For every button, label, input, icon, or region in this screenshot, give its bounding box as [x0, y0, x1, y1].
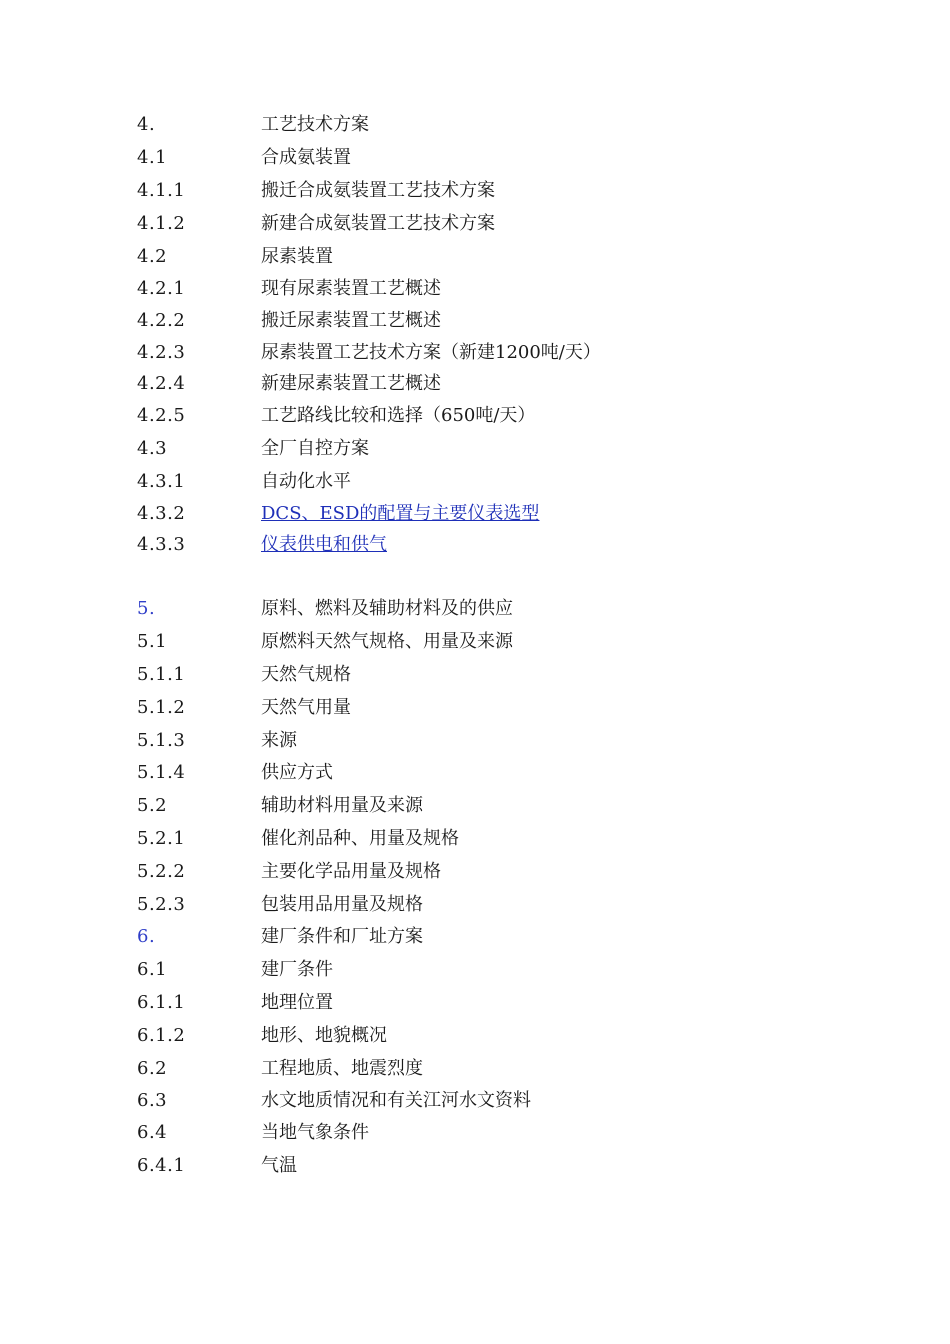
toc-title: 辅助材料用量及来源	[261, 795, 423, 816]
toc-entry	[137, 209, 857, 239]
toc-entry	[137, 274, 857, 304]
toc-entry	[137, 857, 857, 887]
toc-number: 5.2.3	[137, 894, 186, 915]
toc-title: 尿素装置工艺技术方案（新建1200吨/天）	[261, 342, 601, 363]
toc-entry	[137, 306, 857, 336]
toc-entry	[137, 988, 857, 1018]
toc-entry	[137, 693, 857, 723]
toc-number: 6.	[137, 926, 156, 947]
toc-entry	[137, 176, 857, 206]
toc-number: 4.1	[137, 147, 168, 168]
toc-entry	[137, 726, 857, 756]
toc-entry	[137, 791, 857, 821]
toc-title: 主要化学品用量及规格	[261, 861, 441, 882]
toc-entry	[137, 660, 857, 690]
toc-number: 5.1.2	[137, 697, 186, 718]
toc-title: 包装用品用量及规格	[261, 894, 423, 915]
toc-title: 地形、地貌概况	[261, 1025, 387, 1046]
toc-entry	[137, 1086, 857, 1116]
toc-title: 来源	[261, 730, 297, 751]
toc-title: 合成氨装置	[261, 147, 351, 168]
toc-entry	[137, 758, 857, 788]
toc-title	[261, 499, 539, 529]
toc-number: 4.3.3	[137, 534, 186, 555]
toc-number: 5.2	[137, 795, 168, 816]
toc-title: 新建合成氨装置工艺技术方案	[261, 213, 495, 234]
toc-number: 4.3.1	[137, 471, 186, 492]
toc-number: 6.4.1	[137, 1155, 186, 1176]
toc-entry	[137, 824, 857, 854]
toc-number: 5.1.3	[137, 730, 186, 751]
toc-number: 6.3	[137, 1090, 168, 1111]
toc-title: 工程地质、地震烈度	[261, 1058, 423, 1079]
toc-entry	[137, 499, 857, 529]
toc-number: 5.	[137, 598, 156, 619]
toc-title: 地理位置	[261, 992, 333, 1013]
toc-number: 4.	[137, 114, 156, 135]
toc-number: 4.2.4	[137, 373, 186, 394]
toc-number: 5.2.2	[137, 861, 186, 882]
toc-title: 天然气用量	[261, 697, 351, 718]
toc-entry	[137, 1151, 857, 1181]
toc-title: 搬迁合成氨装置工艺技术方案	[261, 180, 495, 201]
toc-title: 天然气规格	[261, 664, 351, 685]
toc-title: 工艺路线比较和选择（650吨/天）	[261, 405, 536, 426]
toc-title: 新建尿素装置工艺概述	[261, 373, 441, 394]
toc-entry	[137, 242, 857, 272]
toc-link-power-air-supply[interactable]: 仪表供电和供气	[261, 534, 387, 555]
toc-title: 尿素装置	[261, 246, 333, 267]
toc-number: 5.1.4	[137, 762, 186, 783]
toc-entry	[137, 1118, 857, 1148]
toc-entry	[137, 922, 857, 952]
toc-number: 5.1.1	[137, 664, 186, 685]
toc-entry	[137, 955, 857, 985]
toc-entry	[137, 594, 857, 624]
toc-number: 4.2	[137, 246, 168, 267]
toc-number: 4.3	[137, 438, 168, 459]
toc-number: 6.1.2	[137, 1025, 186, 1046]
toc-title: 自动化水平	[261, 471, 351, 492]
toc-title: 供应方式	[261, 762, 333, 783]
toc-entry	[137, 627, 857, 657]
toc-title: 水文地质情况和有关江河水文资料	[261, 1090, 531, 1111]
toc-entry	[137, 401, 857, 431]
toc-title	[261, 530, 387, 560]
toc-title: 当地气象条件	[261, 1122, 369, 1143]
toc-entry	[137, 338, 857, 368]
toc-number: 4.1.2	[137, 213, 186, 234]
toc-number: 4.2.1	[137, 278, 186, 299]
toc-title: 工艺技术方案	[261, 114, 369, 135]
toc-title: 催化剂品种、用量及规格	[261, 828, 459, 849]
toc-entry	[137, 530, 857, 560]
toc-entry	[137, 1021, 857, 1051]
toc-title: 原燃料天然气规格、用量及来源	[261, 631, 513, 652]
toc-number: 5.2.1	[137, 828, 186, 849]
toc-title: 全厂自控方案	[261, 438, 369, 459]
toc-entry	[137, 110, 857, 140]
toc-number: 6.4	[137, 1122, 168, 1143]
toc-title: 原料、燃料及辅助材料及的供应	[261, 598, 513, 619]
toc-number: 4.2.5	[137, 405, 186, 426]
toc-title: 现有尿素装置工艺概述	[261, 278, 441, 299]
toc-entry	[137, 369, 857, 399]
toc-number: 6.1	[137, 959, 168, 980]
toc-link-dcs-esd[interactable]: DCS、ESD的配置与主要仪表选型	[261, 503, 540, 524]
toc-number: 6.1.1	[137, 992, 186, 1013]
toc-entry	[137, 890, 857, 920]
toc-number: 5.1	[137, 631, 168, 652]
toc-entry	[137, 1054, 857, 1084]
toc-title: 建厂条件	[261, 959, 333, 980]
toc-entry	[137, 467, 857, 497]
toc-number: 6.2	[137, 1058, 168, 1079]
toc-entry	[137, 143, 857, 173]
toc-title: 搬迁尿素装置工艺概述	[261, 310, 441, 331]
toc-number: 4.1.1	[137, 180, 186, 201]
toc-title: 气温	[261, 1155, 297, 1176]
toc-number: 4.2.3	[137, 342, 186, 363]
toc-number: 4.2.2	[137, 310, 186, 331]
toc-number: 4.3.2	[137, 503, 186, 524]
toc-title: 建厂条件和厂址方案	[261, 926, 423, 947]
toc-entry	[137, 434, 857, 464]
